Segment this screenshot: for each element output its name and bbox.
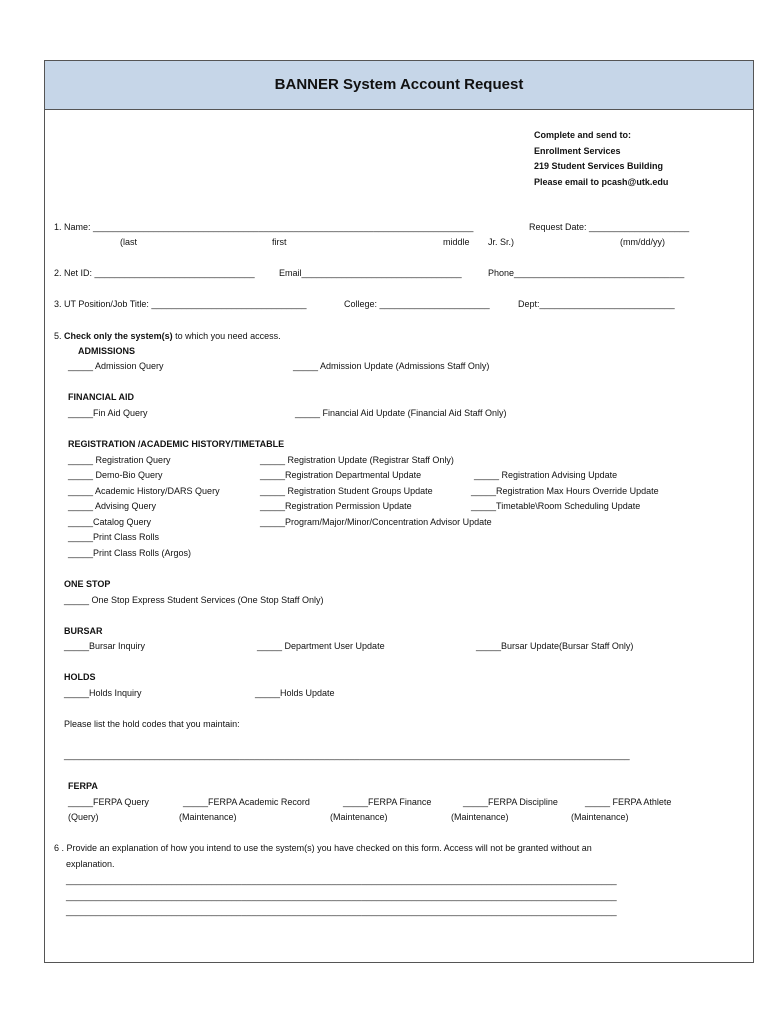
position-field[interactable]: 3. UT Position/Job Title: _______________________________ [54,299,307,309]
fin-aid-update-option[interactable]: _____ Financial Aid Update (Financial Aid Staff Only) [295,408,507,418]
systems-intro-num: 5. [54,331,62,341]
ferpa-query-option[interactable]: _____FERPA Query [68,797,149,807]
phone-field[interactable]: Phone__________________________________ [488,268,685,278]
ferpa-athlete-sub: (Maintenance) [571,812,629,822]
account-request-form [44,60,754,963]
systems-intro [54,331,281,342]
admission-query-option[interactable]: _____ Admission Query [68,361,164,371]
holds-heading: HOLDS [64,672,96,682]
name-sub-first: first [272,237,287,247]
ferpa-finance-option[interactable]: _____FERPA Finance [343,797,432,807]
one-stop-heading: ONE STOP [64,579,111,589]
name-sub-last: (last [120,237,138,247]
hold-codes-line[interactable]: _________________________________________________________________________________________________________________ [64,750,630,760]
registration-option[interactable]: _____ Advising Query [68,501,157,511]
registration-option[interactable]: _____Timetable\Room Scheduling Update [471,501,641,511]
registration-option[interactable]: _____ Registration Query [68,455,171,465]
registration-option[interactable]: _____Program/Major/Minor/Concentration Advisor Update [260,517,492,527]
ferpa-athlete-option[interactable]: _____ FERPA Athlete [585,797,672,807]
form-title: BANNER System Account Request [274,76,524,93]
registration-heading: REGISTRATION /ACADEMIC HISTORY/TIMETABLE [68,439,285,449]
registration-option[interactable]: _____Print Class Rolls [68,532,160,542]
name-field[interactable]: 1. Name: ____________________________________________________________________________ [54,222,474,232]
systems-intro-bold: Check only the system(s) [64,331,173,341]
ferpa-query-sub: (Query) [68,812,99,822]
ferpa-heading: FERPA [68,781,98,791]
systems-intro-rest: to which you need access. [175,331,281,341]
name-sub-jr-sr: Jr. Sr.) [488,237,515,247]
registration-option[interactable]: _____Print Class Rolls (Argos) [68,548,192,558]
holds-update-option[interactable]: _____Holds Update [255,688,335,698]
registration-option[interactable]: _____ Registration Update (Registrar Staff Only) [260,455,454,465]
explanation-line[interactable]: ______________________________________________________________________________________________________________ [66,906,617,916]
registration-option[interactable]: _____ Registration Student Groups Update [260,486,433,496]
name-sub-middle: middle [443,237,470,247]
admissions-heading: ADMISSIONS [78,346,136,356]
ferpa-academic-sub: (Maintenance) [179,812,237,822]
form-header [45,61,753,110]
registration-option[interactable]: _____ Registration Advising Update [474,470,618,480]
dept-user-update-option[interactable]: _____ Department User Update [257,641,385,651]
college-field[interactable]: College: ______________________ [344,299,490,309]
date-format-hint: (mm/dd/yy) [620,237,665,247]
explanation-line[interactable]: ______________________________________________________________________________________________________________ [66,875,617,885]
request-date-field[interactable]: Request Date: ____________________ [529,222,690,232]
explanation-prompt-cont: explanation. [66,859,115,869]
holds-inquiry-option[interactable]: _____Holds Inquiry [64,688,142,698]
send-to-address: 219 Student Services Building [534,161,664,171]
financial-aid-heading: FINANCIAL AID [68,392,134,402]
netid-field[interactable]: 2. Net ID: ________________________________ [54,268,255,278]
admission-update-option[interactable]: _____ Admission Update (Admissions Staff Only) [293,361,490,371]
send-to-heading: Complete and send to: [534,130,632,140]
bursar-update-option[interactable]: _____Bursar Update(Bursar Staff Only) [476,641,634,651]
dept-field[interactable]: Dept:___________________________ [518,299,675,309]
bursar-inquiry-option[interactable]: _____Bursar Inquiry [64,641,146,651]
one-stop-option[interactable]: _____ One Stop Express Student Services (One Stop Staff Only) [64,595,324,605]
registration-option[interactable]: _____Catalog Query [68,517,152,527]
email-field[interactable]: Email________________________________ [279,268,462,278]
fin-aid-query-option[interactable]: _____Fin Aid Query [68,408,148,418]
ferpa-discipline-sub: (Maintenance) [451,812,509,822]
explanation-line[interactable]: ______________________________________________________________________________________________________________ [66,891,617,901]
send-to-email-note: Please email to pcash@utk.edu [534,176,669,187]
registration-option[interactable]: _____Registration Permission Update [260,501,412,511]
ferpa-discipline-option[interactable]: _____FERPA Discipline [463,797,558,807]
registration-option[interactable]: _____Registration Departmental Update [260,470,422,480]
registration-option[interactable]: _____ Academic History/DARS Query [68,486,220,496]
ferpa-finance-sub: (Maintenance) [330,812,388,822]
send-to-block [534,128,668,190]
explanation-prompt: 6 . Provide an explanation of how you intend to use the system(s) you have checked on this form. Access will not be granted without an [54,843,592,853]
hold-codes-prompt: Please list the hold codes that you maintain: [64,719,240,729]
ferpa-academic-option[interactable]: _____FERPA Academic Record [183,797,310,807]
send-to-office: Enrollment Services [534,145,621,156]
registration-option[interactable]: _____ Demo-Bio Query [68,470,163,480]
registration-option[interactable]: _____Registration Max Hours Override Update [471,486,659,496]
bursar-heading: BURSAR [64,626,103,636]
